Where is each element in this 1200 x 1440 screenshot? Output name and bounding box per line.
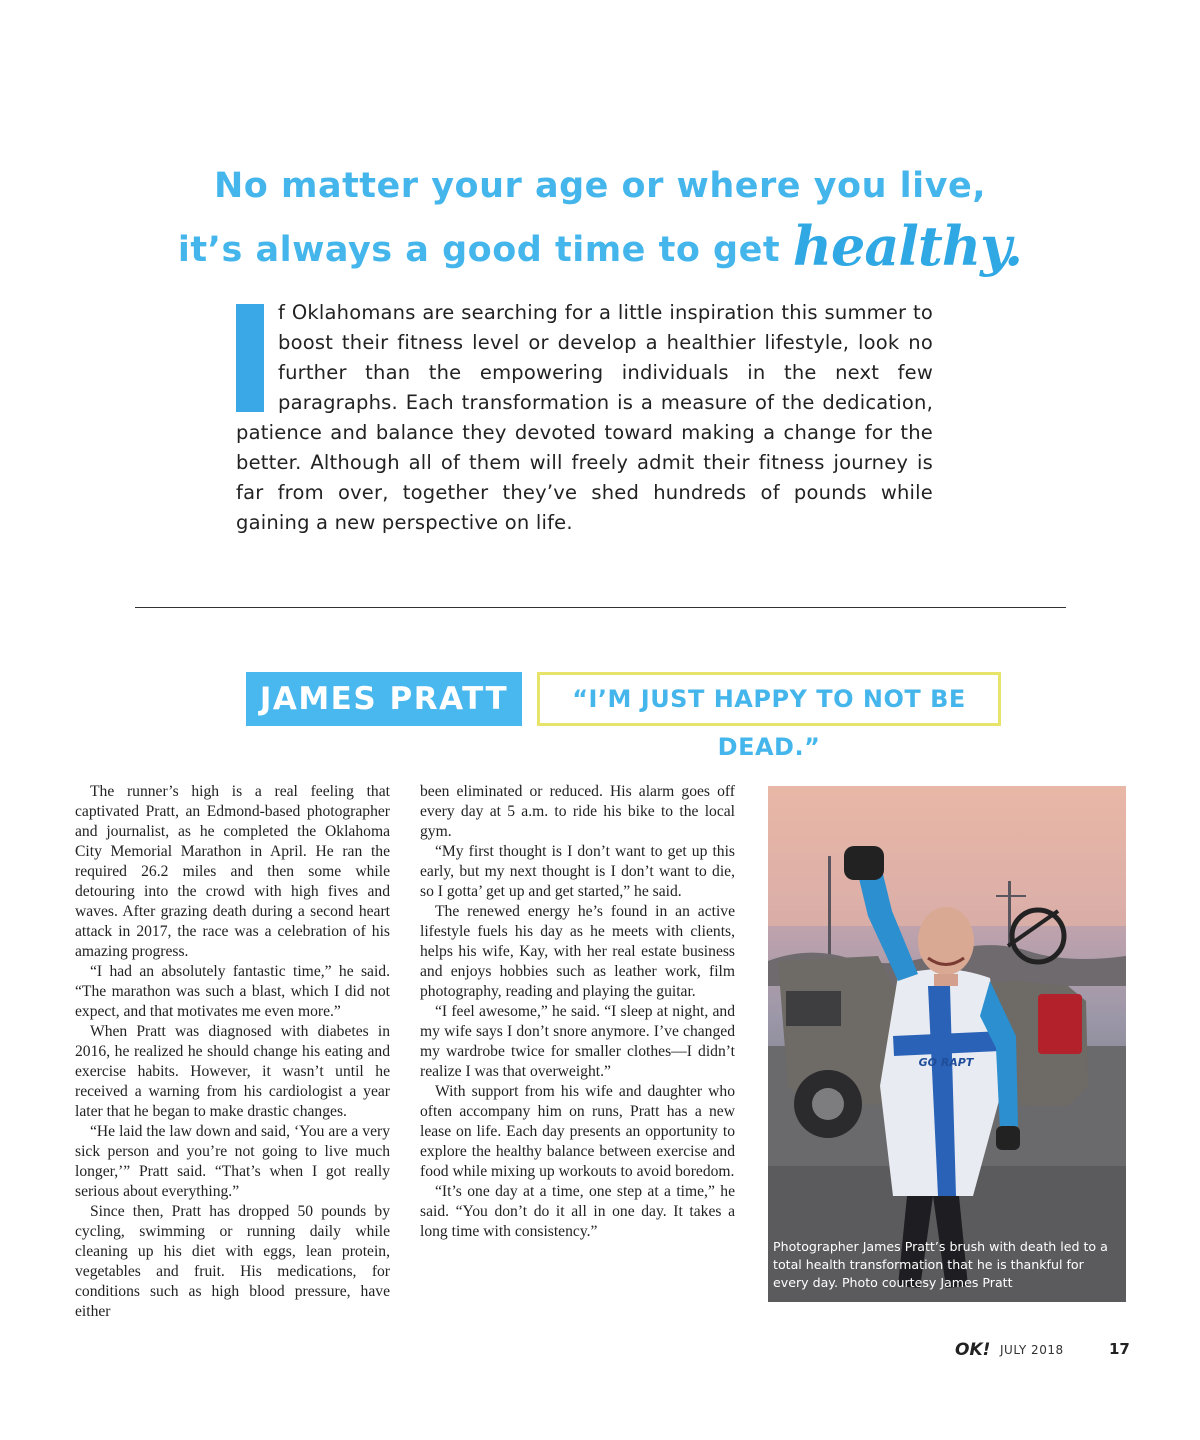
profile-name-banner: JAMES PRATT — [246, 672, 522, 726]
headline-line-2 — [150, 214, 1050, 278]
column-1-paragraph-1: The runner’s high is a real feeling that captivated Pratt, an Edmond-based photographer and journalist, as he completed the Oklahoma City Memorial Marathon in April. He ran the required 26.2 miles and then some while detouring into the crowd with high fives and waves. After grazing death during a second heart attack in 2017, the race was a celebration of his amazing progress. — [75, 783, 390, 960]
column-1-paragraph-4: “He laid the law down and said, ‘You are a very sick person and you’re not going to live much longer,’” Pratt said. “That’s when I got really serious about everything.” — [75, 1123, 390, 1200]
photo-caption: Photographer James Pratt’s brush with death led to a total health transformation that he is thankful for every day. Photo courtesy James Pratt — [773, 1239, 1108, 1290]
column-2-paragraph-3: The renewed energy he’s found in an active lifestyle fuels his day as he meets with clients, helps his wife, Kay, with her real estate business and enjoys hobbies such as leather work, film photography, reading and playing the guitar. — [420, 903, 735, 1000]
footer-logo: OK! — [955, 1340, 991, 1360]
section-divider — [135, 607, 1066, 608]
column-1-paragraph-3: When Pratt was diagnosed with diabetes in 2016, he realized he should change his eating and exercise habits. However, it wasn’t until he received a warning from his cardiologist a year later that he began to make drastic changes. — [75, 1023, 390, 1120]
column-2-paragraph-6: “It’s one day at a time, one step at a time,” he said. “You don’t do it all in one day. It takes a long time with consistency.” — [420, 1183, 735, 1240]
page-number: 17 — [1109, 1340, 1130, 1358]
column-1-paragraph-2: “I had an absolutely fantastic time,” he said. “The marathon was such a blast, which I did not expect, and that motivates me even more.” — [75, 963, 390, 1020]
column-2-paragraph-5: With support from his wife and daughter who often accompany him on runs, Pratt has a new lease on life. Each day presents an opportunity to explore the healthy balance between exercise and food while mixing up workouts to avoid boredom. — [420, 1083, 735, 1180]
headline-accent-word: healthy. — [792, 214, 1023, 278]
photo-illustration — [768, 786, 1126, 1302]
intro-paragraph — [236, 298, 933, 538]
headline-line-1: No matter your age or where you live, — [213, 166, 987, 206]
profile-photo — [768, 786, 1126, 1302]
headline-line-2-text: it’s always a good time to get — [177, 230, 781, 270]
profile-quote-banner: “I’M JUST HAPPY TO NOT BE DEAD.” — [537, 672, 1001, 726]
column-2-paragraph-2: “My first thought is I don’t want to get up this early, but my next thought is I don’t want to die, so I gotta’ get up and get started,” he said. — [420, 843, 735, 900]
footer-issue: JULY 2018 — [1000, 1343, 1064, 1357]
headline — [150, 158, 1050, 278]
column-2-paragraph-4: “I feel awesome,” he said. “I sleep at night, and my wife says I don’t snore anymore. I’ve changed my wardrobe twice for smaller clothes—I didn’t realize I was that overweight.” — [420, 1003, 735, 1080]
article-column-1 — [75, 782, 390, 1322]
article-column-2 — [420, 782, 735, 1242]
drop-cap — [236, 304, 264, 412]
photo-jersey-text: GO RAPT — [918, 1056, 974, 1069]
intro-text: f Oklahomans are searching for a little inspiration this summer to boost their fitness level or develop a healthier lifestyle, look no further than the empowering individuals in the next few paragraphs. Each transformation is a measure of the dedication, patience and balance they devoted toward making a change for the better. Although all of them will freely admit their fitness journey is far from over, together they’ve shed hundreds of pounds while gaining a new perspective on life. — [236, 301, 933, 534]
column-2-paragraph-1: been eliminated or reduced. His alarm goes off every day at 5 a.m. to ride his bike to the local gym. — [420, 783, 735, 840]
column-1-paragraph-5: Since then, Pratt has dropped 50 pounds by cycling, swimming or running daily while cleaning up his diet with eggs, lean protein, vegetables and fruit. His medications, for conditions such as high blood pressure, have either — [75, 1203, 390, 1320]
